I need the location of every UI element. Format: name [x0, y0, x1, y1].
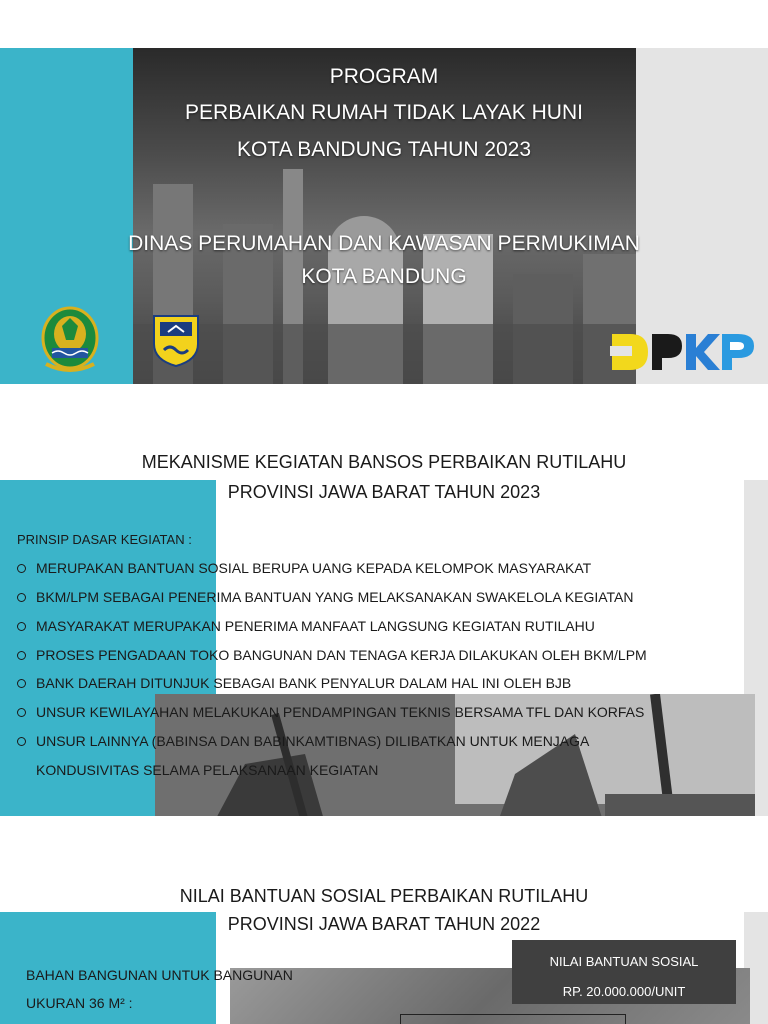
agency-name: DINAS PERUMAHAN DAN KAWASAN PERMUKIMAN	[128, 232, 640, 255]
list-item: BANK DAERAH DITUNJUK SEBAGAI BANK PENYALUR DALAM HAL INI OLEH BJB	[17, 675, 571, 691]
program-title: PERBAIKAN RUMAH TIDAK LAYAK HUNI	[185, 101, 583, 124]
mechanism-heading-line2: PROVINSI JAWA BARAT TAHUN 2023	[227, 482, 541, 502]
bullet-icon	[17, 564, 26, 573]
materials-text-line2: UKURAN 36 M² :	[26, 995, 133, 1011]
list-item: MERUPAKAN BANTUAN SOSIAL BERUPA UANG KEPADA KELOMPOK MASYARAKAT	[17, 560, 591, 576]
list-item: PROSES PENGADAAN TOKO BANGUNAN DAN TENAGA KERJA DILAKUKAN OLEH BKM/LPM	[17, 647, 647, 663]
bullet-icon	[17, 622, 26, 631]
kota-bandung-logo	[150, 310, 202, 368]
principle-title: PRINSIP DASAR KEGIATAN :	[17, 532, 192, 547]
list-item-continuation: KONDUSIVITAS SELAMA PELAKSANAAN KEGIATAN	[36, 762, 379, 778]
program-city-year: KOTA BANDUNG TAHUN 2023	[236, 138, 532, 161]
value-heading-line1: NILAI BANTUAN SOSIAL PERBAIKAN RUTILAHU	[179, 886, 589, 906]
mechanism-heading-line1: MEKANISME KEGIATAN BANSOS PERBAIKAN RUTILAHU	[141, 452, 627, 472]
assistance-value-label: NILAI BANTUAN SOSIAL	[549, 954, 699, 969]
agency-city: KOTA BANDUNG	[301, 265, 467, 288]
list-item: BKM/LPM SEBAGAI PENERIMA BANTUAN YANG MELAKSANAKAN SWAKELOLA KEGIATAN	[17, 589, 634, 605]
cover-slide	[0, 48, 768, 384]
dpkp-logo	[608, 328, 756, 376]
list-item: UNSUR KEWILAYAHAN MELAKUKAN PENDAMPINGAN TEKNIS BERSAMA TFL DAN KORFAS	[17, 704, 644, 720]
materials-text-line1: BAHAN BANGUNAN UNTUK BANGUNAN	[26, 967, 293, 983]
bullet-icon	[17, 737, 26, 746]
bullet-icon	[17, 679, 26, 688]
assistance-value-slide	[0, 864, 768, 1024]
assistance-value-box	[512, 940, 736, 1004]
value-heading-line2: PROVINSI JAWA BARAT TAHUN 2022	[227, 914, 541, 934]
bullet-icon	[17, 651, 26, 660]
table-outline	[400, 1014, 626, 1024]
bullet-icon	[17, 708, 26, 717]
bullet-icon	[17, 593, 26, 602]
list-item: UNSUR LAINNYA (BABINSA DAN BABINKAMTIBNAS) DILIBATKAN UNTUK MENJAGA	[17, 733, 589, 749]
assistance-value-amount: RP. 20.000.000/UNIT	[562, 984, 686, 999]
jawa-barat-logo	[40, 306, 100, 374]
list-item: MASYARAKAT MERUPAKAN PENERIMA MANFAAT LANGSUNG KEGIATAN RUTILAHU	[17, 618, 595, 634]
mechanism-slide	[0, 432, 768, 816]
program-label: PROGRAM	[329, 65, 439, 88]
city-photo	[133, 48, 636, 384]
